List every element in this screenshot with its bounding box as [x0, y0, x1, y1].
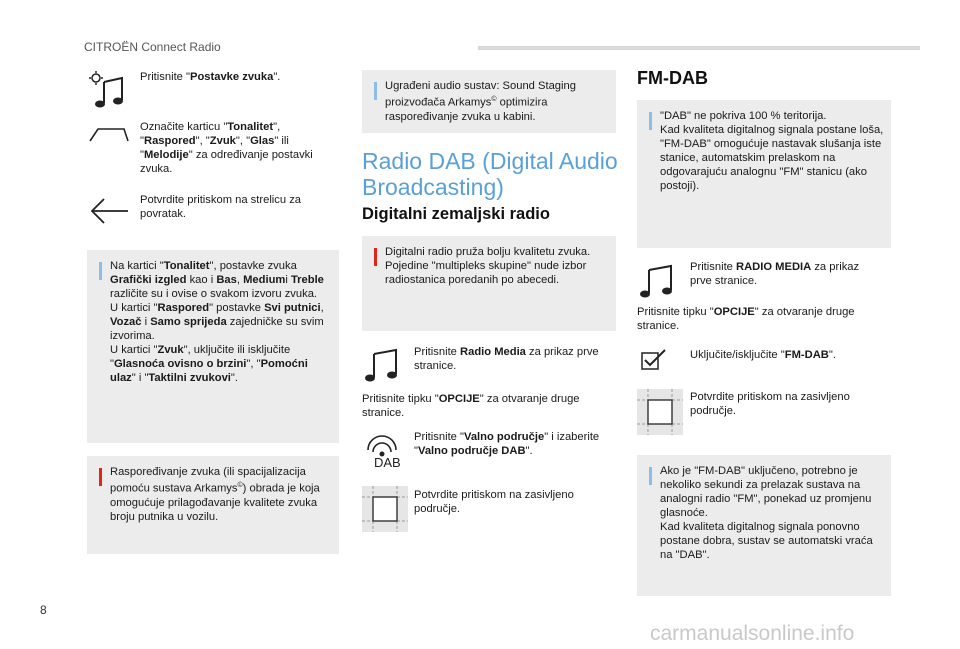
music-note-icon	[637, 262, 677, 298]
info-marker-icon	[374, 82, 377, 100]
section-title-line1: Radio DAB (Digital Audio	[362, 148, 618, 174]
section-title-fm-dab: FM-DAB	[637, 68, 708, 88]
grayed-area-icon	[362, 486, 408, 532]
col3-info-box	[637, 100, 891, 248]
info-marker-icon	[99, 262, 102, 280]
checkbox-icon	[637, 347, 673, 373]
col2-step3-text: Potvrdite pritiskom na zasivljeno područje.	[414, 489, 574, 515]
col3-options-text: Pritisnite tipku "OPCIJE" za otvaranje druge stranice.	[637, 306, 855, 332]
col2-warning-text: Digitalni radio pruža bolju kvalitetu zvuka. Pojedine "multipleks skupine" nude izbor radiostanica poredanih po abecedi.	[385, 246, 591, 286]
section-title-dab	[362, 148, 632, 200]
col2-step1-text: Pritisnite Radio Media za prikaz prve stranice.	[414, 346, 599, 372]
col1-step1-text: Pritisnite "Postavke zvuka".	[140, 71, 281, 83]
col3-step2-text: Uključite/isključite "FM-DAB".	[690, 349, 836, 361]
page-number: 8	[40, 603, 47, 617]
col2-step2-text: Pritisnite "Valno područje" i izaberite "Valno područje DAB".	[414, 431, 600, 457]
col3-info-text-2: Ako je "FM-DAB" uključeno, potrebno je nekoliko sekundi za prelazak sustava na analogni radio "FM", ponekad uz promjenu glasnoće. Kad kvaliteta digitalnog signala ponovno postane dobra, sustav se automatski vraća na "DAB".	[660, 465, 873, 561]
music-settings-icon	[88, 70, 128, 108]
subtitle-digital-radio: Digitalni zemaljski radio	[362, 205, 550, 223]
dab-icon-label: DAB	[374, 455, 401, 470]
page-header-title: CITROËN Connect Radio	[84, 40, 221, 54]
col2-info-text: Ugrađeni audio sustav: Sound Staging proizvođača Arkamys© optimizira raspoređivanje zvuka u kabini.	[385, 80, 576, 123]
info-marker-icon	[649, 112, 652, 130]
col1-warning-text: Raspoređivanje zvuka (ili spacijalizacija pomoću sustava Arkamys©) obrada je koja omogućuje prilagođavanje kvalitete zvuka broju putnika u vozilu.	[110, 466, 320, 523]
col2-warning-box	[362, 236, 616, 331]
col2-info-box	[362, 70, 616, 133]
col2-options-text: Pritisnite tipku "OPCIJE" za otvaranje druge stranice.	[362, 393, 580, 419]
warning-marker-icon	[374, 248, 377, 266]
warning-marker-icon	[99, 468, 102, 486]
back-arrow-icon	[88, 196, 130, 226]
info-marker-icon	[649, 467, 652, 485]
grayed-area-icon	[637, 389, 683, 435]
watermark: carmanualsonline.info	[650, 622, 855, 645]
col3-info-text: "DAB" ne pokriva 100 % teritorija. Kad kvaliteta digitalnog signala postane loša, "FM-DAB" omogućuje nastavak slušanja iste stanice, automatskim prelaskom na odgovarajuću analognu "FM" stanicu (ako postoji).	[660, 110, 884, 192]
col3-step1-text: Pritisnite RADIO MEDIA za prikaz prve stranice.	[690, 261, 860, 287]
section-title-line2: Broadcasting)	[362, 174, 504, 200]
col1-info-box	[87, 250, 339, 443]
col1-step3-text: Potvrdite pritiskom na strelicu za povratak.	[140, 194, 302, 220]
header-divider	[478, 46, 920, 50]
tab-icon	[88, 125, 130, 145]
col1-step2-text: Označite karticu "Tonalitet", "Raspored", "Zvuk", "Glas" ili "Melodije" za određivanje postavki zvuka.	[140, 121, 313, 175]
col3-step3-text: Potvrdite pritiskom na zasivljeno područje.	[690, 391, 850, 417]
col1-warning-box	[87, 456, 339, 554]
col1-info-text: Na kartici "Tonalitet", postavke zvuka Grafički izgled kao i Bas, Mediumi Treble različite su i ovise o svakom izvoru zvuka. U kartici "Raspored" postavke Svi putnici, Vozač i Samo sprijeda zajedničke su svim izvorima. U kartici "Zvuk", uključite ili isključite "Glasnoća ovisno o brzini", "Pomoćni ulaz" i "Taktilni zvukovi".	[110, 260, 324, 384]
music-note-icon	[362, 346, 402, 382]
col3-info-box-2	[637, 455, 891, 596]
